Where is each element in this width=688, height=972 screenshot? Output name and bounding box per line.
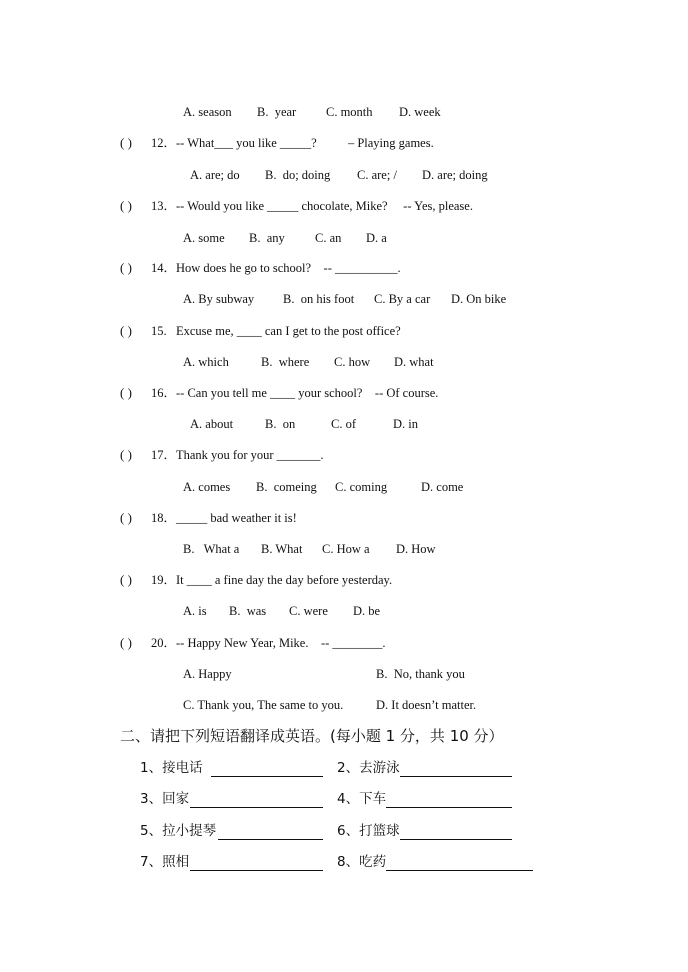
answer-blank[interactable]: ( ) bbox=[120, 510, 132, 525]
option-d: D. come bbox=[421, 480, 464, 494]
option-c: C. coming bbox=[335, 480, 388, 494]
option-b: B. any bbox=[249, 231, 285, 245]
translation-item-3: 3、回家 bbox=[140, 791, 190, 807]
option-b: B. on bbox=[265, 417, 296, 431]
translation-item-7: 7、照相 bbox=[140, 854, 190, 870]
answer-blank[interactable]: ( ) bbox=[120, 447, 132, 462]
option-c: C. month bbox=[326, 105, 373, 119]
question-stem: 19．It ____ a fine day the day before yesterday. bbox=[151, 573, 393, 587]
answer-line[interactable] bbox=[386, 806, 512, 808]
translation-item-4: 4、下车 bbox=[337, 791, 387, 807]
translation-item-1: 1、接电话 bbox=[140, 760, 203, 776]
option-d: D. be bbox=[353, 604, 381, 618]
option-a: A. about bbox=[190, 417, 234, 431]
question-stem: 18．_____ bad weather it is! bbox=[151, 511, 297, 525]
option-d: D. are; doing bbox=[422, 168, 488, 182]
option-b: B. was bbox=[229, 604, 267, 618]
answer-line[interactable] bbox=[386, 869, 533, 871]
option-d: D. On bike bbox=[451, 292, 507, 306]
option-c: C. How a bbox=[322, 542, 370, 556]
option-b: B. where bbox=[261, 355, 310, 369]
answer-blank[interactable]: ( ) bbox=[120, 572, 132, 587]
option-b: B. comeing bbox=[256, 480, 317, 494]
option-c: C. Thank you, The same to you. bbox=[183, 698, 344, 712]
option-d: D. what bbox=[394, 355, 434, 369]
question-stem: 12．-- What___ you like _____? – Playing games. bbox=[151, 136, 434, 150]
answer-blank[interactable]: ( ) bbox=[120, 323, 132, 338]
option-c: C. By a car bbox=[374, 292, 431, 306]
option-a: A. which bbox=[183, 355, 229, 369]
translation-item-6: 6、打篮球 bbox=[337, 823, 400, 839]
question-stem: 14．How does he go to school? -- __________. bbox=[151, 261, 401, 275]
option-b: B. What bbox=[261, 542, 303, 556]
question-stem: 20．-- Happy New Year, Mike. -- ________. bbox=[151, 636, 386, 650]
answer-blank[interactable]: ( ) bbox=[120, 385, 132, 400]
option-a: A. comes bbox=[183, 480, 231, 494]
option-a: A. some bbox=[183, 231, 225, 245]
option-a: A. is bbox=[183, 604, 207, 618]
option-c: C. were bbox=[289, 604, 328, 618]
answer-blank[interactable]: ( ) bbox=[120, 260, 132, 275]
option-a: B. What a bbox=[183, 542, 240, 556]
option-d: D. week bbox=[399, 105, 441, 119]
answer-line[interactable] bbox=[218, 838, 323, 840]
translation-item-5: 5、拉小提琴 bbox=[140, 823, 217, 839]
section-heading: 二、请把下列短语翻译成英语。(每小题 1 分，共 10 分） bbox=[120, 727, 504, 745]
answer-line[interactable] bbox=[400, 775, 512, 777]
option-c: C. how bbox=[334, 355, 371, 369]
option-d: D. It doesn’t matter. bbox=[376, 698, 477, 712]
option-b: B. on his foot bbox=[283, 292, 355, 306]
question-stem: 13．-- Would you like _____ chocolate, Mike? -- Yes, please. bbox=[151, 199, 473, 213]
translation-item-2: 2、去游泳 bbox=[337, 760, 400, 776]
option-a: A. season bbox=[183, 105, 232, 119]
answer-blank[interactable]: ( ) bbox=[120, 635, 132, 650]
option-d: D. How bbox=[396, 542, 436, 556]
answer-line[interactable] bbox=[400, 838, 512, 840]
option-a: A. are; do bbox=[190, 168, 240, 182]
option-d: D. a bbox=[366, 231, 387, 245]
option-c: C. are; / bbox=[357, 168, 397, 182]
answer-blank[interactable]: ( ) bbox=[120, 198, 132, 213]
question-stem: 17．Thank you for your _______. bbox=[151, 448, 324, 462]
option-c: C. an bbox=[315, 231, 342, 245]
question-stem: 15. Excuse me, ____ can I get to the post office? bbox=[151, 324, 401, 338]
option-b: B. No, thank you bbox=[376, 667, 465, 681]
answer-line[interactable] bbox=[190, 806, 323, 808]
option-b: B. do; doing bbox=[265, 168, 331, 182]
option-a: A. By subway bbox=[183, 292, 255, 306]
translation-item-8: 8、吃药 bbox=[337, 854, 387, 870]
option-b: B. year bbox=[257, 105, 297, 119]
answer-blank[interactable]: ( ) bbox=[120, 135, 132, 150]
option-d: D. in bbox=[393, 417, 418, 431]
answer-line[interactable] bbox=[211, 775, 323, 777]
answer-line[interactable] bbox=[190, 869, 323, 871]
question-stem: 16．-- Can you tell me ____ your school? -- Of course. bbox=[151, 386, 439, 400]
option-a: A. Happy bbox=[183, 667, 232, 681]
option-c: C. of bbox=[331, 417, 356, 431]
